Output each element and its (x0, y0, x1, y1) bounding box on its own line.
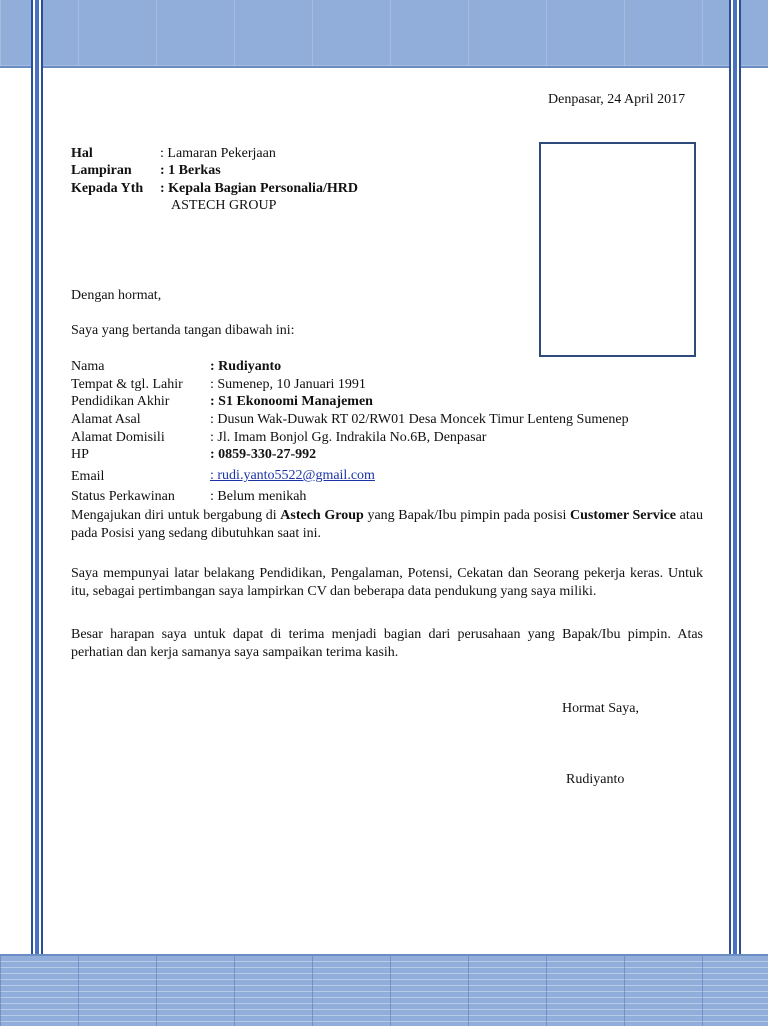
paragraph-background: Saya mempunyai latar belakang Pendidikan, Pengalaman, Potensi, Cekatan dan Seorang pekerja keras. Untuk itu, sebagai pertimbangan saya lampirkan CV dan beberapa data pendukung yang saya miliki. (71, 566, 703, 599)
right-border-bar (729, 0, 741, 1024)
para1-text-3: atau pada Posisi yang sedang dibutuhkan saat ini. (71, 508, 703, 541)
detail-label-ttl: Tempat & tgl. Lahir (71, 377, 183, 392)
closing-salutation: Hormat Saya, (562, 701, 639, 716)
detail-label-email: Email (71, 469, 105, 484)
detail-value-alamat-asal: : Dusun Wak-Duwak RT 02/RW01 Desa Moncek Timur Lenteng Sumenep (210, 412, 629, 427)
signature-name: Rudiyanto (566, 772, 625, 787)
detail-value-domisili: : Jl. Imam Bonjol Gg. Indrakila No.6B, Denpasar (210, 430, 487, 445)
para1-company: Astech Group (280, 508, 364, 523)
paragraph-closing: Besar harapan saya untuk dapat di terima menjadi bagian dari perusahaan yang Bapak/Ibu pimpin. Atas perhatian dan kerja samanya saya sampaikan terima kasih. (71, 627, 703, 660)
intro-line: Saya yang bertanda tangan dibawah ini: (71, 323, 295, 338)
detail-value-status: : Belum menikah (210, 489, 307, 504)
photo-placeholder (539, 142, 696, 357)
detail-label-hp: HP (71, 447, 89, 462)
company-name: ASTECH GROUP (171, 198, 277, 213)
letter-date: Denpasar, 24 April 2017 (548, 92, 686, 107)
detail-value-ttl: : Sumenep, 10 Januari 1991 (210, 377, 366, 392)
detail-label-nama: Nama (71, 359, 105, 374)
email-link[interactable]: : rudi.yanto5522@gmail.com (210, 468, 375, 483)
lampiran-value: : 1 Berkas (160, 163, 221, 178)
lampiran-label: Lampiran (71, 163, 132, 178)
detail-label-domisili: Alamat Domisili (71, 430, 165, 445)
detail-label-status: Status Perkawinan (71, 489, 175, 504)
para1-text-2: yang Bapak/Ibu pimpin pada posisi (363, 508, 570, 523)
greeting: Dengan hormat, (71, 288, 162, 303)
paragraph-application (71, 507, 703, 543)
para1-position: Customer Service (570, 508, 677, 523)
left-border-bar (31, 0, 43, 1024)
detail-value-nama: : Rudiyanto (210, 359, 282, 374)
detail-label-pendidikan: Pendidikan Akhir (71, 394, 170, 409)
bottom-decorative-band (0, 954, 768, 1026)
hal-label: Hal (71, 146, 93, 161)
detail-value-pendidikan: : S1 Ekonoomi Manajemen (210, 394, 373, 409)
kepada-label: Kepada Yth (71, 181, 144, 196)
top-decorative-band (0, 0, 768, 68)
kepada-value: : Kepala Bagian Personalia/HRD (160, 181, 358, 196)
detail-value-hp: : 0859-330-27-992 (210, 447, 317, 462)
para1-text-1: Mengajukan diri untuk bergabung di (71, 508, 281, 523)
hal-value: : Lamaran Pekerjaan (160, 146, 276, 161)
detail-label-alamat-asal: Alamat Asal (71, 412, 141, 427)
